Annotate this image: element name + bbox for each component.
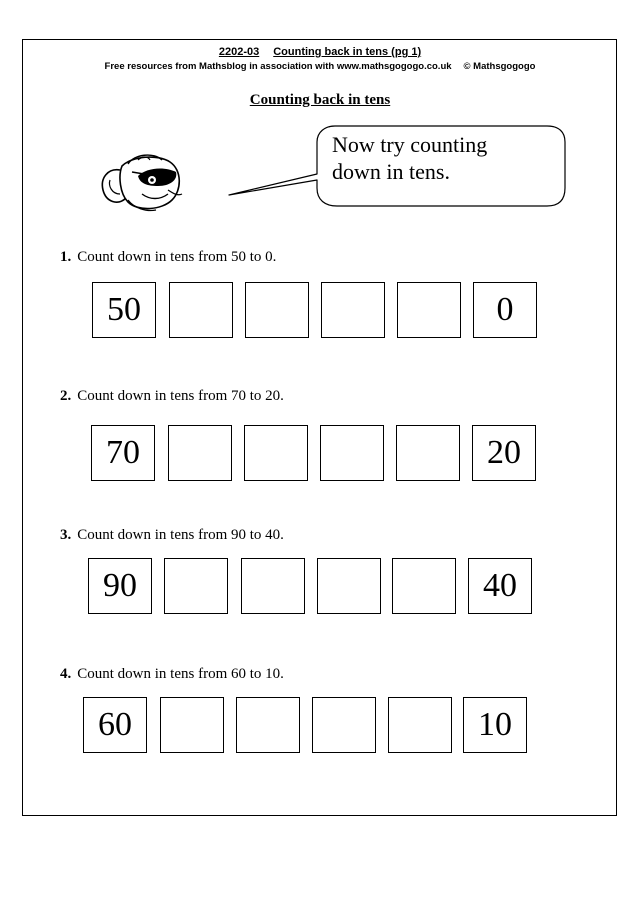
q4-answer-box-3[interactable] bbox=[312, 697, 376, 753]
worksheet-title: Counting back in tens bbox=[249, 92, 391, 108]
header-credit: Free resources from Mathsblog in association with www.mathsgogogo.co.uk bbox=[104, 61, 452, 72]
question-3-number: 3. bbox=[60, 527, 72, 543]
speech-line-2: down in tens. bbox=[332, 159, 450, 184]
q3-start-box: 90 bbox=[88, 558, 152, 614]
speech-line-1: Now try counting bbox=[332, 132, 488, 157]
q2-end-box: 20 bbox=[472, 425, 536, 481]
q2-answer-box-1[interactable] bbox=[168, 425, 232, 481]
q1-answer-box-2[interactable] bbox=[245, 282, 309, 338]
q3-answer-box-3[interactable] bbox=[317, 558, 381, 614]
header-title-line bbox=[0, 46, 640, 58]
q3-answer-box-4[interactable] bbox=[392, 558, 456, 614]
question-1-label bbox=[60, 249, 276, 266]
question-4-text: Count down in tens from 60 to 10. bbox=[77, 666, 284, 682]
header-code: 2202-03 bbox=[218, 46, 260, 58]
q4-end-box: 10 bbox=[463, 697, 527, 753]
speech-bubble-text bbox=[332, 131, 552, 185]
q1-answer-box-3[interactable] bbox=[321, 282, 385, 338]
q4-start-box: 60 bbox=[83, 697, 147, 753]
q4-answer-box-2[interactable] bbox=[236, 697, 300, 753]
q3-answer-box-2[interactable] bbox=[241, 558, 305, 614]
question-4-label bbox=[60, 666, 284, 683]
question-2-label bbox=[60, 388, 284, 405]
q1-answer-box-4[interactable] bbox=[397, 282, 461, 338]
q1-start-box: 50 bbox=[92, 282, 156, 338]
q2-answer-box-2[interactable] bbox=[244, 425, 308, 481]
q2-answer-box-4[interactable] bbox=[396, 425, 460, 481]
question-3-label bbox=[60, 527, 284, 544]
header-title: Counting back in tens (pg 1) bbox=[273, 46, 422, 58]
q1-end-box: 0 bbox=[473, 282, 537, 338]
q2-answer-box-3[interactable] bbox=[320, 425, 384, 481]
question-1-text: Count down in tens from 50 to 0. bbox=[77, 249, 277, 265]
q3-answer-box-1[interactable] bbox=[164, 558, 228, 614]
header-copyright: © Mathsgogogo bbox=[463, 61, 536, 72]
q1-answer-box-1[interactable] bbox=[169, 282, 233, 338]
question-2-number: 2. bbox=[60, 388, 72, 404]
question-2-text: Count down in tens from 70 to 20. bbox=[77, 388, 284, 404]
question-4-number: 4. bbox=[60, 666, 72, 682]
q3-end-box: 40 bbox=[468, 558, 532, 614]
q4-answer-box-4[interactable] bbox=[388, 697, 452, 753]
q4-answer-box-1[interactable] bbox=[160, 697, 224, 753]
question-1-number: 1. bbox=[60, 249, 72, 265]
question-3-text: Count down in tens from 90 to 40. bbox=[77, 527, 284, 543]
header-credit-line bbox=[0, 61, 640, 72]
mouse-mascot-icon bbox=[98, 150, 188, 216]
q2-start-box: 70 bbox=[91, 425, 155, 481]
